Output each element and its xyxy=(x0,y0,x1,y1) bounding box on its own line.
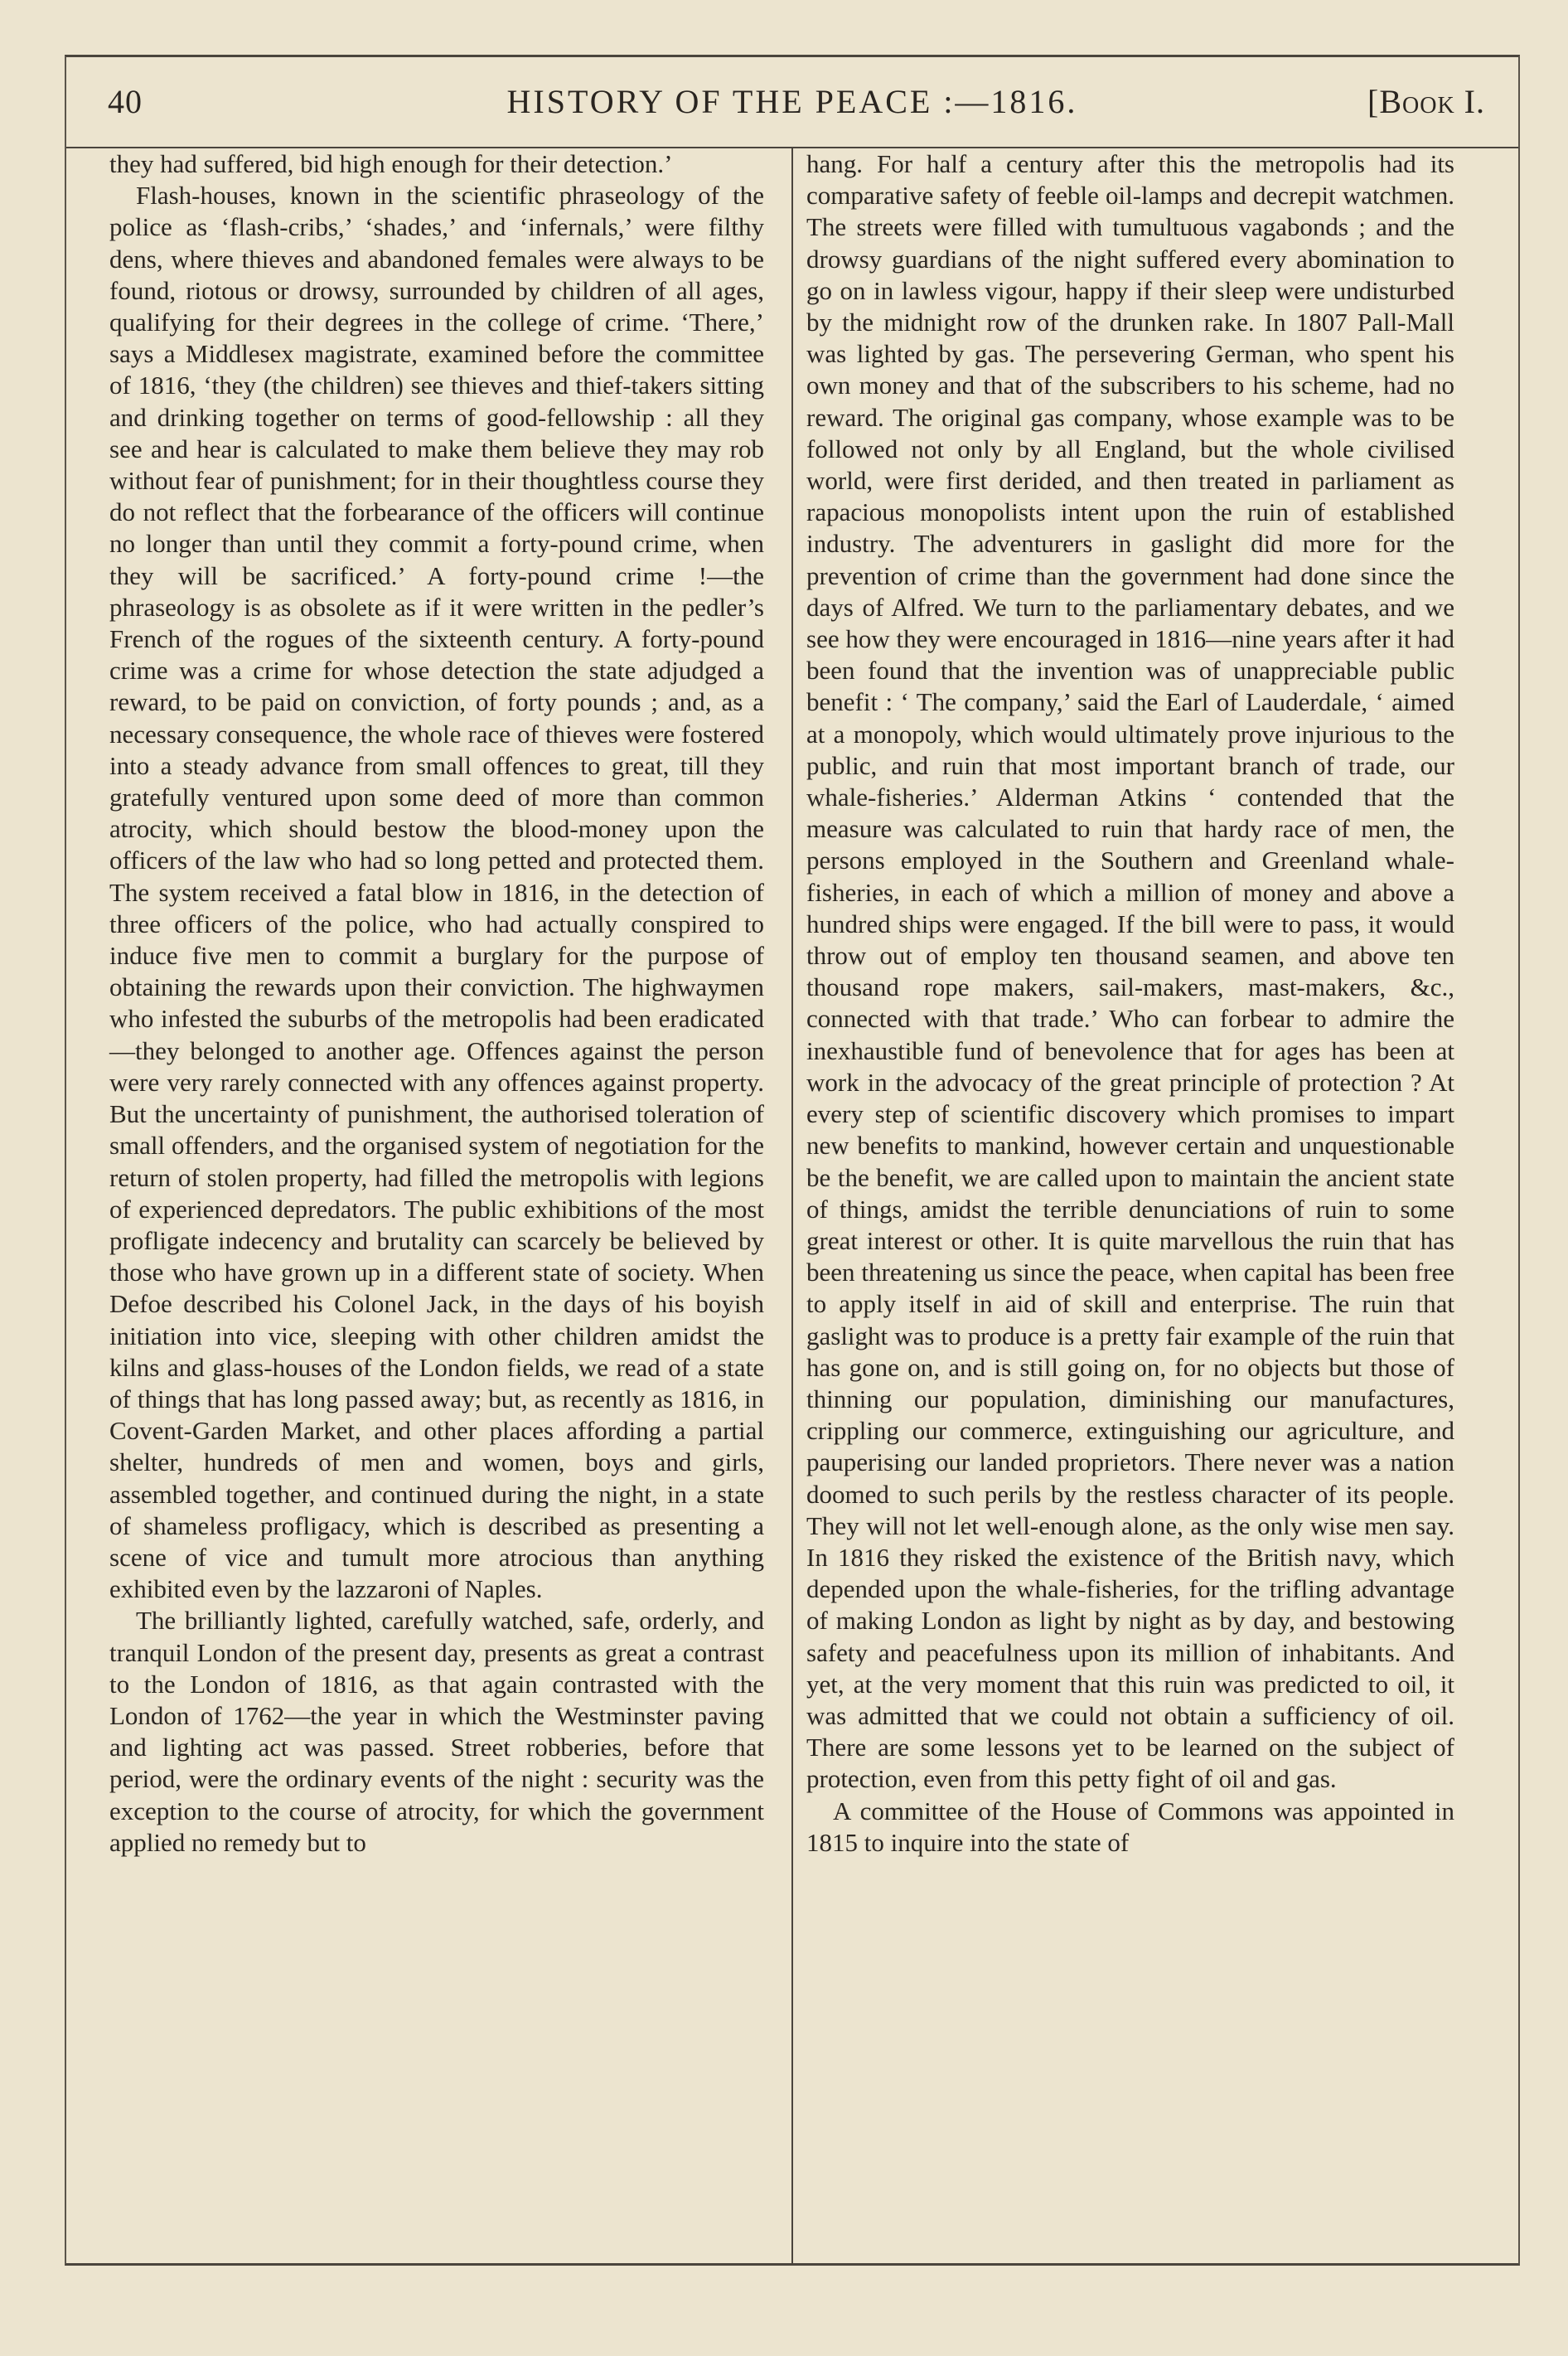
running-header xyxy=(66,57,1518,148)
left-column xyxy=(109,148,764,1859)
column-divider xyxy=(791,148,793,2263)
paragraph: they had suffered, bid high enough for their detection.’ xyxy=(109,149,673,178)
right-column xyxy=(806,148,1454,1859)
text-columns xyxy=(66,148,1518,2263)
page-number: 40 xyxy=(108,83,143,120)
page-frame xyxy=(65,55,1520,2266)
book-label: [Book I. xyxy=(1367,83,1485,120)
paragraph: Flash-houses, known in the scientific phraseology of the police as ‘flash-cribs,’ ‘shades,’ and ‘infernals,’ were filthy dens, where thieves and abandoned females were always to be found, riotous or drowsy, surrounded by children of all ages, qualifying for their degrees in the college of crime. ‘There,’ says a Middlesex magistrate, examined before the committee of 1816, ‘they (the children) see thieves and thief-takers sitting and drinking together on terms of good-fellowship : all they see and hear is calculated to make them believe they may rob without fear of punishment; for in their thoughtless course they do not reflect that the forbearance of the officers will continue no longer than until they commit a forty-pound crime, when they will be sacrificed.’ A forty-pound crime !—the phraseology is as obsolete as if it were written in the pedler’s French of the rogues of the sixteenth century. A forty-pound crime was a crime for whose detection the state adjudged a reward, to be paid on conviction, of forty pounds ; and, as a necessary consequence, the whole race of thieves were fostered into a steady advance from small offences to great, till they gratefully ventured upon some deed of more than common atrocity, which should bestow the blood-money upon the officers of the law who had so long petted and protected them. The system received a fatal blow in 1816, in the detection of three officers of the police, who had actually conspired to induce five men to commit a burglary for the purpose of obtaining the rewards upon their conviction. The highwaymen who infested the suburbs of the metropolis had been eradicated—they belonged to another age. Offences against the person were very rarely connected with any offences against property. But the uncertainty of punishment, the authorised toleration of small offenders, and the organised system of negotiation for the return of stolen property, had filled the metropolis with legions of experienced depredators. The public exhibitions of the most profligate indecency and brutality can scarcely be believed by those who have grown up in a different state of society. When Defoe described his Colonel Jack, in the days of his boyish initiation into vice, sleeping with other children amidst the kilns and glass-houses of the London fields, we read of a state of things that has long passed away; but, as recently as 1816, in Covent-Garden Market, and other places affording a partial shelter, hundreds of men and women, boys and girls, assembled together, and continued during the night, in a state of shameless profligacy, which is described as presenting a scene of vice and tumult more atrocious than anything exhibited even by the lazzaroni of Naples. xyxy=(109,181,764,1604)
paragraph: The brilliantly lighted, carefully watched, safe, orderly, and tranquil London of the present day, presents as great a contrast to the London of 1816, as that again contrasted with the London of 1762—the year in which the Westminster paving and lighting act was passed. Street robberies, before that period, were the ordinary events of the night : security was the exception to the course of atrocity, for which the government applied no remedy but to xyxy=(109,1606,764,1857)
paragraph: A committee of the House of Commons was appointed in 1815 to inquire into the state of xyxy=(806,1796,1454,1857)
running-head-title: HISTORY OF THE PEACE :—1816. xyxy=(506,83,1078,120)
paragraph: hang. For half a century after this the metropolis had its comparative safety of feeble oil-lamps and decrepit watchmen. The streets were filled with tumultuous vagabonds ; and the drowsy guardians of the night suffered every abomination to go on in lawless vigour, happy if their sleep were undisturbed by the midnight row of the drunken rake. In 1807 Pall-Mall was lighted by gas. The persevering German, who spent his own money and that of the subscribers to his scheme, had no reward. The original gas company, whose example was to be followed not only by all England, but the whole civilised world, were first derided, and then treated in parliament as rapacious monopolists intent upon the ruin of established industry. The adventurers in gaslight did more for the prevention of crime than the government had done since the days of Alfred. We turn to the parliamentary debates, and we see how they were encouraged in 1816—nine years after it had been found that the invention was of unappreciable public benefit : ‘ The company,’ said the Earl of Lauderdale, ‘ aimed at a monopoly, which would ultimately prove injurious to the public, and ruin that most important branch of trade, our whale-fisheries.’ Alderman Atkins ‘ contended that the measure was calculated to ruin that hardy race of men, the persons employed in the Southern and Greenland whale-fisheries, in each of which a million of money and above a hundred ships were engaged. If the bill were to pass, it would throw out of employ ten thousand seamen, and above ten thousand rope makers, sail-makers, mast-makers, &c., connected with that trade.’ Who can forbear to admire the inexhaustible fund of benevolence that for ages has been at work in the advocacy of the great principle of protection ? At every step of scientific discovery which promises to impart new benefits to mankind, however certain and unquestionable be the benefit, we are called upon to maintain the ancient state of things, amidst the terrible denunciations of ruin to some great interest or other. It is quite marvellous the ruin that has been threatening us since the peace, when capital has been free to apply itself in aid of skill and enterprise. The ruin that gaslight was to produce is a pretty fair example of the ruin that has gone on, and is still going on, for no objects but those of thinning our population, diminishing our manufactures, crippling our commerce, extinguishing our agriculture, and pauperising our landed proprietors. There never was a nation doomed to such perils by the restless character of its people. They will not let well-enough alone, as the only wise men say. In 1816 they risked the existence of the British navy, which depended upon the whale-fisheries, for the trifling advantage of making London as light by night as by day, and bestowing safety and peacefulness upon its million of inhabitants. And yet, at the very moment that this ruin was predicted to oil, it was admitted that we could not obtain a sufficiency of oil. There are some lessons yet to be learned on the subject of protection, even from this petty fight of oil and gas. xyxy=(806,149,1454,1794)
